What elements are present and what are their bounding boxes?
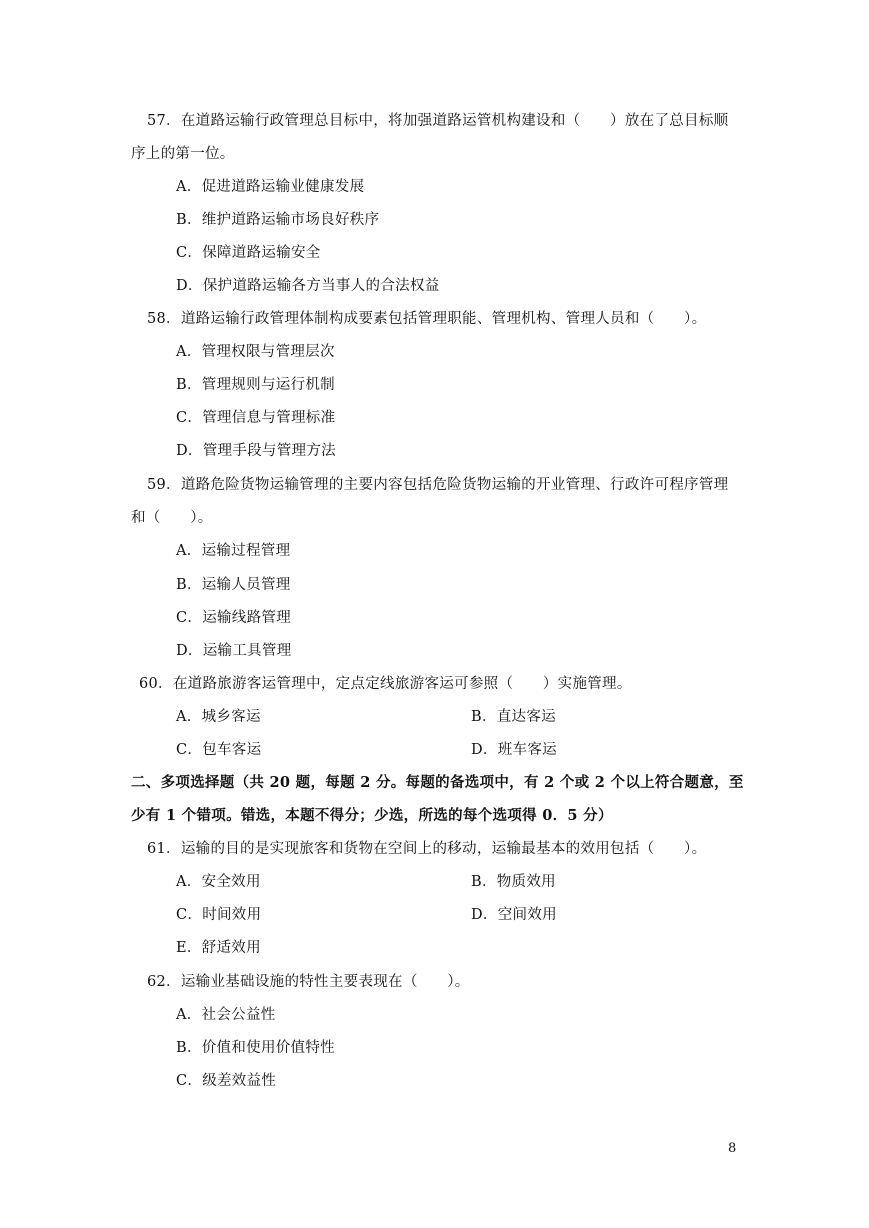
q62-option-a: A．社会公益性 <box>176 1007 276 1023</box>
section2-heading-line1: 二、多项选择题（共 20 题，每题 2 分。每题的备选项中，有 2 个或 2 个以上符合题意，至 <box>131 774 744 791</box>
q61-stem-line1: 61．运输的目的是实现旅客和货物在空间上的移动，运输最基本的效用包括（ ）。 <box>147 841 707 857</box>
q57-option-a: A．促进道路运输业健康发展 <box>176 179 365 195</box>
q58-option-a: A．管理权限与管理层次 <box>176 344 335 360</box>
q61-option-c: C．时间效用 <box>176 907 262 923</box>
section2-heading-line2: 少有 1 个错项。错选，本题不得分；少选，所选的每个选项得 0．5 分） <box>131 807 613 824</box>
q62-option-c: C．级差效益性 <box>176 1073 277 1089</box>
q57-stem-line1: 57．在道路运输行政管理总目标中，将加强道路运管机构建设和（ ）放在了总目标顺 <box>147 113 729 129</box>
q61-option-e: E．舒适效用 <box>176 940 261 956</box>
q60-option-b: B．直达客运 <box>471 709 556 725</box>
q59-option-b: B．运输人员管理 <box>176 577 291 593</box>
q61-option-a: A．安全效用 <box>176 874 261 890</box>
q61-option-d: D．空间效用 <box>471 907 557 923</box>
q57-stem-line2: 序上的第一位。 <box>131 146 235 162</box>
q57-option-b: B．维护道路运输市场良好秩序 <box>176 212 380 228</box>
page-number: 8 <box>728 1141 737 1156</box>
q59-stem-line2: 和（ ）。 <box>131 510 213 526</box>
q59-option-c: C．运输线路管理 <box>176 610 291 626</box>
q58-option-b: B．管理规则与运行机制 <box>176 377 335 393</box>
q62-stem-line1: 62．运输业基础设施的特性主要表现在（ ）。 <box>147 974 470 990</box>
q60-option-a: A．城乡客运 <box>176 709 261 725</box>
q59-option-a: A．运输过程管理 <box>176 543 291 559</box>
q58-option-d: D．管理手段与管理方法 <box>176 443 336 459</box>
q61-option-b: B．物质效用 <box>471 874 556 890</box>
q58-stem-line1: 58．道路运输行政管理体制构成要素包括管理职能、管理机构、管理人员和（ ）。 <box>147 311 707 327</box>
q60-option-d: D．班车客运 <box>471 742 557 758</box>
q57-option-d: D．保护道路运输各方当事人的合法权益 <box>176 278 440 294</box>
q60-option-c: C．包车客运 <box>176 742 262 758</box>
q62-option-b: B．价值和使用价值特性 <box>176 1040 335 1056</box>
q57-option-c: C．保障道路运输安全 <box>176 245 321 261</box>
q60-stem-line1: 60．在道路旅游客运管理中，定点定线旅游客运可参照（ ）实施管理。 <box>139 676 632 692</box>
q59-stem-line1: 59．道路危险货物运输管理的主要内容包括危险货物运输的开业管理、行政许可程序管理 <box>147 477 729 493</box>
q58-option-c: C．管理信息与管理标准 <box>176 410 336 426</box>
q59-option-d: D．运输工具管理 <box>176 643 292 659</box>
